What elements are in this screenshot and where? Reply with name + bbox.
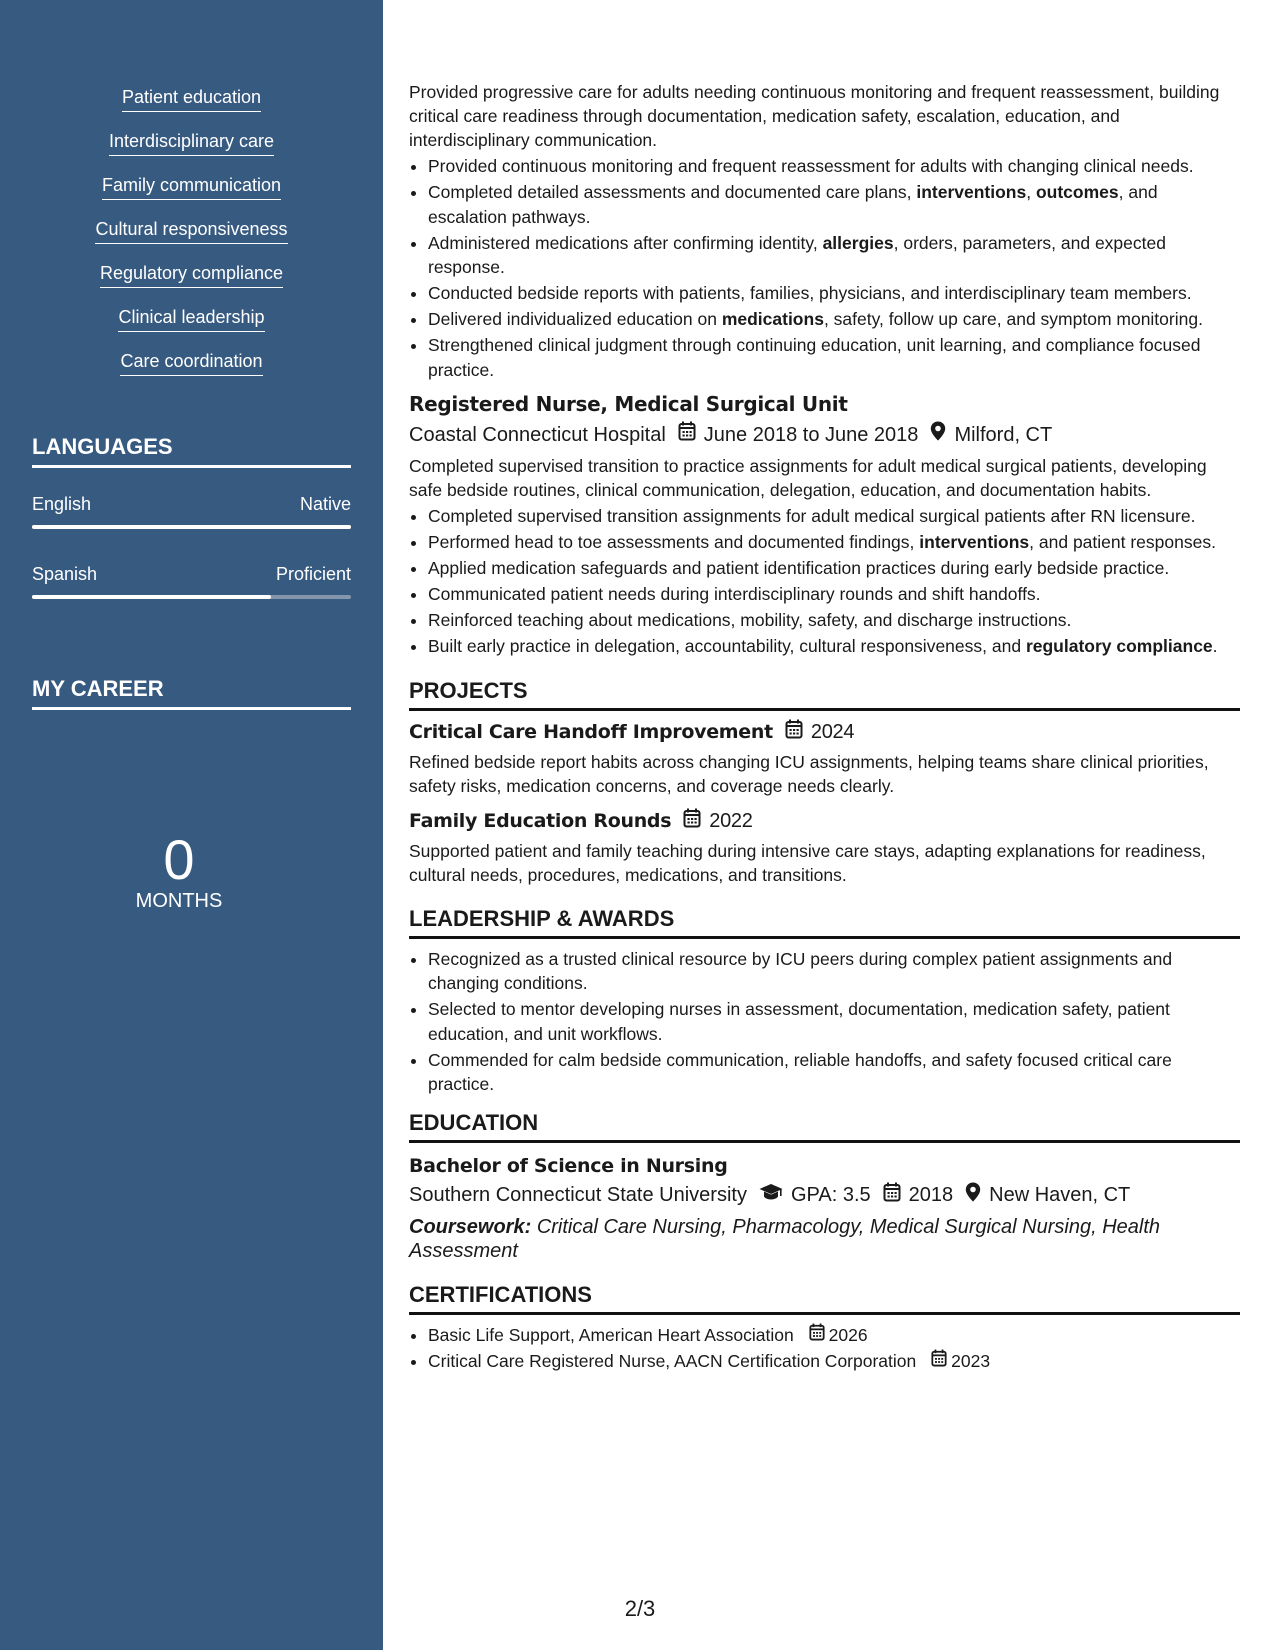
language-proficiency-bar <box>32 525 351 529</box>
skill-item: Family communication <box>102 174 281 200</box>
job-title: Registered Nurse, Medical Surgical Unit <box>409 392 848 416</box>
career-months-value: 0 <box>163 828 195 891</box>
certification-year: 2026 <box>828 1324 868 1345</box>
calendar-icon <box>678 421 696 448</box>
project-description: Refined bedside report habits across changing ICU assignments, helping teams share clinical priorities, safety risks, medication concerns, and coverage needs clearly. <box>409 751 1209 796</box>
bullet-emphasis: medications <box>721 309 824 329</box>
language-name: Spanish <box>32 564 98 584</box>
location-pin-icon <box>965 1182 981 1209</box>
certification-name: Basic Life Support, American Heart Association <box>428 1324 794 1345</box>
bullet-text: Administered medications after confirming identity, <box>428 232 823 253</box>
projects-heading: PROJECTS <box>409 677 1240 711</box>
bullet-text: , and escalation pathways. <box>428 182 1158 227</box>
languages-heading: LANGUAGES <box>32 433 351 468</box>
project-header <box>409 719 1240 746</box>
calendar-icon <box>931 1349 947 1374</box>
bullet-text: , orders, parameters, and expected response. <box>428 232 1166 277</box>
project-year: 2022 <box>709 810 753 832</box>
job-bullets <box>409 504 1240 659</box>
awards-list <box>409 947 1240 1097</box>
bullet-item <box>428 530 1240 555</box>
award-item: • Recognized as a trusted clinical resource by ICU peers during complex patient assignments and changing conditions. <box>428 947 1240 996</box>
bullet-item <box>428 307 1240 332</box>
bullet-emphasis: allergies <box>822 232 894 253</box>
bullet-text: Communicated patient needs during interdisciplinary rounds and shift handoffs. <box>428 584 1041 604</box>
employer-name: Coastal Connecticut Hospital <box>409 423 666 446</box>
education-heading: EDUCATION <box>409 1109 1240 1143</box>
calendar-icon <box>683 808 701 835</box>
bullet-emphasis: outcomes <box>1035 182 1119 202</box>
bullet-text: Provided continuous monitoring and frequent reassessment for adults with changing clinical needs. <box>428 156 1194 176</box>
location-pin-icon <box>930 421 946 448</box>
bullet-emphasis: regulatory compliance <box>1025 636 1213 656</box>
skill-item: Cultural responsiveness <box>95 218 287 244</box>
skill-item: Patient education <box>122 86 261 112</box>
project-header <box>409 808 1240 835</box>
bullet-item <box>428 154 1240 179</box>
calendar-icon <box>785 719 803 746</box>
job-summary: Completed supervised transition to practice assignments for adult medical surgical patients, developing safe bedside routines, clinical communication, delegation, education, and documentation habits. <box>409 456 1207 500</box>
certifications-heading: CERTIFICATIONS <box>409 1281 1240 1315</box>
skill-item: Interdisciplinary care <box>109 130 274 156</box>
language-name: English <box>32 494 92 514</box>
language-row <box>32 494 351 515</box>
language-proficiency-fill <box>32 525 351 529</box>
bullet-text: Applied medication safeguards and patient identification practices during early bedside practice. <box>428 558 1170 578</box>
award-item: • Commended for calm bedside communication, reliable handoffs, and safety focused critical care practice. <box>428 1048 1240 1097</box>
bullet-text: Conducted bedside reports with patients, families, physicians, and interdisciplinary team members. <box>428 283 1192 303</box>
bullet-item <box>428 180 1240 229</box>
skill-item: Clinical leadership <box>118 306 264 332</box>
skill-item: Care coordination <box>120 350 262 376</box>
calendar-icon <box>883 1182 901 1209</box>
bullet-text: Built early practice in delegation, accountability, cultural responsiveness, and <box>428 636 1026 656</box>
bullet-text: Completed detailed assessments and documented care plans, <box>428 182 917 202</box>
language-level: Proficient <box>275 564 351 584</box>
job-summary: Provided progressive care for adults needing continuous monitoring and frequent reassessment, building critical care readiness through documentation, medication safety, escalation, education, and interdisciplinary communication. <box>409 82 1220 150</box>
project-title: Family Education Rounds <box>409 810 672 832</box>
bullet-item <box>428 281 1240 306</box>
bullet-text: Performed head to toe assessments and documented findings, <box>428 532 920 552</box>
page-number: 2/3 <box>624 1596 656 1621</box>
bullet-item <box>428 608 1240 633</box>
bullet-text: . <box>1212 636 1218 656</box>
calendar-icon <box>809 1323 825 1348</box>
bullet-item <box>428 582 1240 607</box>
job-bullets <box>409 154 1240 382</box>
skills-list <box>0 86 383 394</box>
education-gpa: GPA: 3.5 <box>790 1184 871 1206</box>
award-item: • Selected to mentor developing nurses in assessment, documentation, medication safety, patient education, and unit workflows. <box>428 997 1240 1046</box>
bullet-text: , <box>1026 182 1036 202</box>
project-title: Critical Care Handoff Improvement <box>409 721 773 743</box>
career-months-unit: MONTHS <box>135 890 223 912</box>
bullet-item <box>428 504 1240 529</box>
bullet-text: Delivered individualized education on <box>428 309 722 329</box>
certifications-list <box>409 1323 1240 1374</box>
education-meta <box>409 1182 1240 1209</box>
bullet-item <box>428 556 1240 581</box>
education-location: New Haven, CT <box>989 1184 1131 1206</box>
coursework-list: Critical Care Nursing, Pharmacology, Medical Surgical Nursing, Health Assessment <box>409 1215 1161 1262</box>
language-level: Native <box>299 494 351 514</box>
awards-heading: LEADERSHIP & AWARDS <box>409 905 1240 939</box>
bullet-item <box>428 634 1240 659</box>
certification-year: 2023 <box>951 1350 991 1371</box>
career-heading: MY CAREER <box>32 675 351 710</box>
bullet-emphasis: interventions <box>916 182 1027 202</box>
certification-item <box>428 1323 1240 1348</box>
bullet-item <box>428 231 1240 280</box>
project-year: 2024 <box>810 721 855 743</box>
certification-item <box>428 1349 1240 1374</box>
language-proficiency-fill <box>32 595 271 599</box>
school-name: Southern Connecticut State University <box>409 1184 747 1206</box>
job-dates: June 2018 to June 2018 <box>703 423 919 446</box>
bullet-text: Strengthened clinical judgment through continuing education, unit learning, and compliance focused practice. <box>428 335 1201 380</box>
job-location: Milford, CT <box>954 423 1053 446</box>
bullet-text: Reinforced teaching about medications, mobility, safety, and discharge instructions. <box>428 610 1072 630</box>
certification-date <box>809 1323 868 1348</box>
language-proficiency-bar <box>32 595 351 599</box>
main-content <box>409 80 1240 1375</box>
education-degree: Bachelor of Science in Nursing <box>409 1154 728 1177</box>
bullet-text: , safety, follow up care, and symptom monitoring. <box>823 309 1203 329</box>
language-row <box>32 564 351 585</box>
bullet-emphasis: interventions <box>919 532 1030 552</box>
certification-date <box>931 1349 990 1374</box>
project-description: Supported patient and family teaching during intensive care stays, adapting explanations for readiness, cultural needs, procedures, medications, and transitions. <box>409 840 1206 885</box>
graduation-cap-icon <box>759 1182 783 1208</box>
coursework-label: Coursework: <box>409 1215 532 1238</box>
coursework <box>409 1215 1240 1263</box>
bullet-text: , and patient responses. <box>1029 532 1216 552</box>
bullet-item <box>428 333 1240 382</box>
bullet-text: Completed supervised transition assignments for adult medical surgical patients after RN licensure. <box>428 506 1196 526</box>
skill-item: Regulatory compliance <box>100 262 283 288</box>
sidebar <box>0 0 383 1650</box>
education-year: 2018 <box>908 1184 954 1206</box>
certification-name: Critical Care Registered Nurse, AACN Certification Corporation <box>428 1350 917 1371</box>
job-meta <box>409 421 1240 448</box>
